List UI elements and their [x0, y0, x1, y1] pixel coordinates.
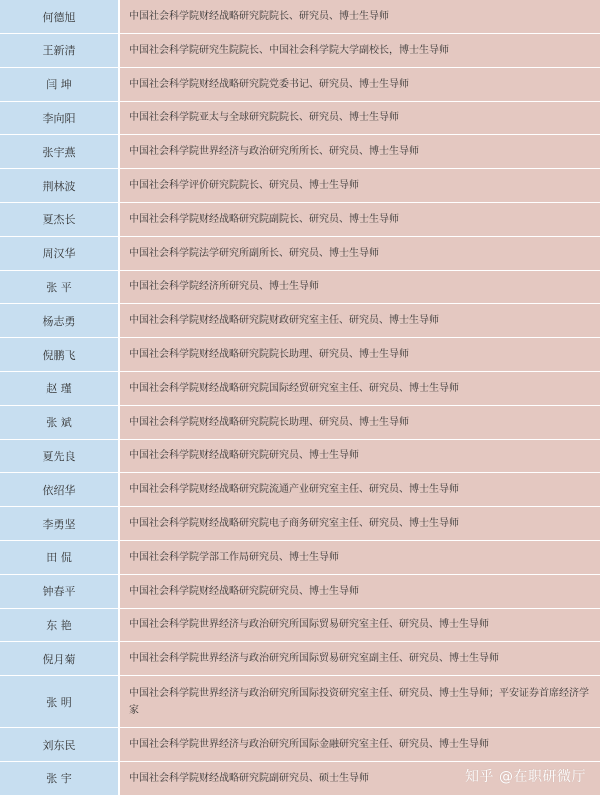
name-cell: 张宇燕 — [0, 135, 120, 168]
table-row — [0, 728, 600, 762]
name-cell: 夏杰长 — [0, 203, 120, 236]
name-cell: 杨志勇 — [0, 304, 120, 337]
name-cell: 张 平 — [0, 271, 120, 304]
table-row — [0, 473, 600, 507]
table-row — [0, 135, 600, 169]
name-cell: 闫 坤 — [0, 68, 120, 101]
table-row — [0, 0, 600, 34]
table-row — [0, 169, 600, 203]
name-cell: 倪鹏飞 — [0, 338, 120, 371]
description-cell: 中国社会科学院财经战略研究院研究员、博士生导师 — [120, 440, 600, 473]
name-cell: 田 侃 — [0, 541, 120, 574]
name-cell: 李向阳 — [0, 102, 120, 135]
table-row — [0, 541, 600, 575]
description-cell: 中国社会科学院财经战略研究院财政研究室主任、研究员、博士生导师 — [120, 304, 600, 337]
table-row — [0, 203, 600, 237]
table-row — [0, 271, 600, 305]
description-cell: 中国社会科学院世界经济与政治研究所所长、研究员、博士生导师 — [120, 135, 600, 168]
name-cell: 夏先良 — [0, 440, 120, 473]
description-cell: 中国社会科学院财经战略研究院副院长、研究员、博士生导师 — [120, 203, 600, 236]
description-cell: 中国社会科学院财经战略研究院副研究员、硕士生导师 — [120, 762, 600, 795]
name-cell: 张 宇 — [0, 762, 120, 795]
description-cell: 中国社会科学院研究生院院长、中国社会科学院大学副校长，博士生导师 — [120, 34, 600, 67]
table-row — [0, 34, 600, 68]
table-row — [0, 642, 600, 676]
description-cell: 中国社会科学院亚太与全球研究院院长、研究员、博士生导师 — [120, 102, 600, 135]
description-cell: 中国社会科学评价研究院院长、研究员、博士生导师 — [120, 169, 600, 202]
watermark: 知乎 @在职研微厅 — [465, 769, 586, 785]
table-row — [0, 676, 600, 728]
description-cell: 中国社会科学院法学研究所副所长、研究员、博士生导师 — [120, 237, 600, 270]
name-cell: 依绍华 — [0, 473, 120, 506]
description-cell: 中国社会科学院财经战略研究院流通产业研究室主任、研究员、博士生导师 — [120, 473, 600, 506]
table-row — [0, 304, 600, 338]
name-cell: 钟春平 — [0, 575, 120, 608]
name-cell: 张 明 — [0, 676, 120, 727]
name-cell: 倪月菊 — [0, 642, 120, 675]
description-cell: 中国社会科学院世界经济与政治研究所国际投资研究室主任、研究员、博士生导师；平安证券首席经济学家 — [120, 676, 600, 727]
name-cell: 张 斌 — [0, 406, 120, 439]
description-cell: 中国社会科学院财经战略研究院党委书记、研究员、博士生导师 — [120, 68, 600, 101]
table-row — [0, 609, 600, 643]
table-row — [0, 338, 600, 372]
name-cell: 东 艳 — [0, 609, 120, 642]
description-cell: 中国社会科学院财经战略研究院院长、研究员、博士生导师 — [120, 0, 600, 33]
name-cell: 李勇坚 — [0, 507, 120, 540]
table-row — [0, 68, 600, 102]
description-cell: 中国社会科学院财经战略研究院研究员、博士生导师 — [120, 575, 600, 608]
description-cell: 中国社会科学院经济所研究员、博士生导师 — [120, 271, 600, 304]
description-cell: 中国社会科学院学部工作局研究员、博士生导师 — [120, 541, 600, 574]
description-cell: 中国社会科学院财经战略研究院院长助理、研究员、博士生导师 — [120, 338, 600, 371]
description-cell: 中国社会科学院世界经济与政治研究所国际贸易研究室主任、研究员、博士生导师 — [120, 609, 600, 642]
name-cell: 周汉华 — [0, 237, 120, 270]
description-cell: 中国社会科学院世界经济与政治研究所国际金融研究室主任、研究员、博士生导师 — [120, 728, 600, 761]
table-row — [0, 102, 600, 136]
table-row — [0, 507, 600, 541]
table-row — [0, 575, 600, 609]
table-row — [0, 237, 600, 271]
name-cell: 荆林波 — [0, 169, 120, 202]
description-cell: 中国社会科学院财经战略研究院院长助理、研究员、博士生导师 — [120, 406, 600, 439]
name-cell: 赵 瑾 — [0, 372, 120, 405]
description-cell: 中国社会科学院世界经济与政治研究所国际贸易研究室副主任、研究员、博士生导师 — [120, 642, 600, 675]
description-cell: 中国社会科学院财经战略研究院国际经贸研究室主任、研究员、博士生导师 — [120, 372, 600, 405]
table-row — [0, 440, 600, 474]
name-cell: 何德旭 — [0, 0, 120, 33]
name-cell: 刘东民 — [0, 728, 120, 761]
name-cell: 王新清 — [0, 34, 120, 67]
table-row — [0, 372, 600, 406]
table-row — [0, 406, 600, 440]
description-cell: 中国社会科学院财经战略研究院电子商务研究室主任、研究员、博士生导师 — [120, 507, 600, 540]
